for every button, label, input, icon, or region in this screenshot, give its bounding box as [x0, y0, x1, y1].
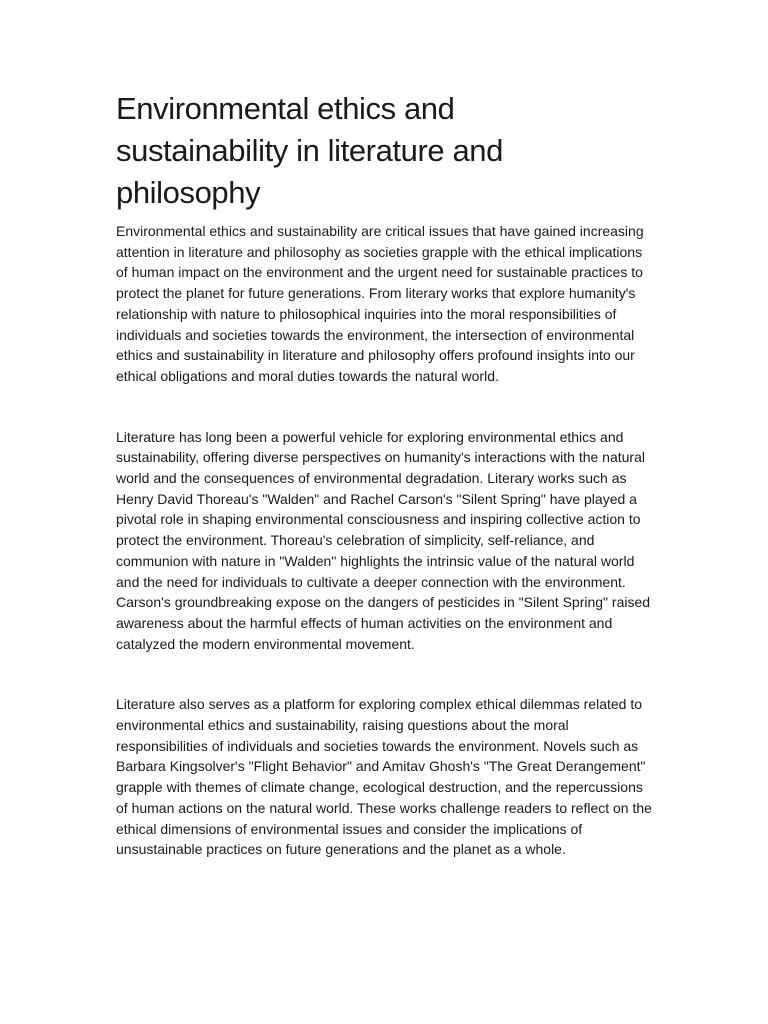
paragraph-ethical-dilemmas: Literature also serves as a platform for exploring complex ethical dilemmas related to environmental ethics and sustainability, raising questions about the moral responsibilities of individuals and societies towards the environment. Novels such as Barbara Kingsolver's "Flight Behavior" and Amitav Ghosh's "The Great Derangement" grapple with themes of climate change, ecological destruction, and the repercussions of human actions on the natural world. These works challenge readers to reflect on the ethical dimensions of environmental issues and consider the implications of unsustainable practices on future generations and the planet as a whole.: [116, 696, 652, 858]
paragraph-literature: Literature has long been a powerful vehicle for exploring environmental ethics and sustainability, offering diverse perspectives on humanity's interactions with the natural world and the consequences of environmental degradation. Literary works such as Henry David Thoreau's "Walden" and Rachel Carson's "Silent Spring" have played a pivotal role in shaping environmental consciousness and inspiring collective action to protect the environment. Thoreau's celebration of simplicity, self-reliance, and communion with nature in "Walden" highlights the intrinsic value of the natural world and the need for individuals to cultivate a deeper connection with the environment. Carson's groundbreaking expose on the dangers of pesticides in "Silent Spring" raised awareness about the harmful effects of human activities on the environment and catalyzed the modern environmental movement.: [116, 428, 651, 652]
document-page: [116, 88, 656, 860]
paragraph-intro: Environmental ethics and sustainability are critical issues that have gained increasing attention in literature and philosophy as societies grapple with the ethical implications of human impact on the environment and the urgent need for sustainable practices to protect the planet for future generations. From literary works that explore humanity's relationship with nature to philosophical inquiries into the moral responsibilities of individuals and societies towards the environment, the intersection of environmental ethics and sustainability in literature and philosophy offers profound insights into our ethical obligations and moral duties towards the natural world.: [116, 223, 644, 384]
document-title: Environmental ethics and sustainability in literature and philosophy: [116, 91, 503, 210]
